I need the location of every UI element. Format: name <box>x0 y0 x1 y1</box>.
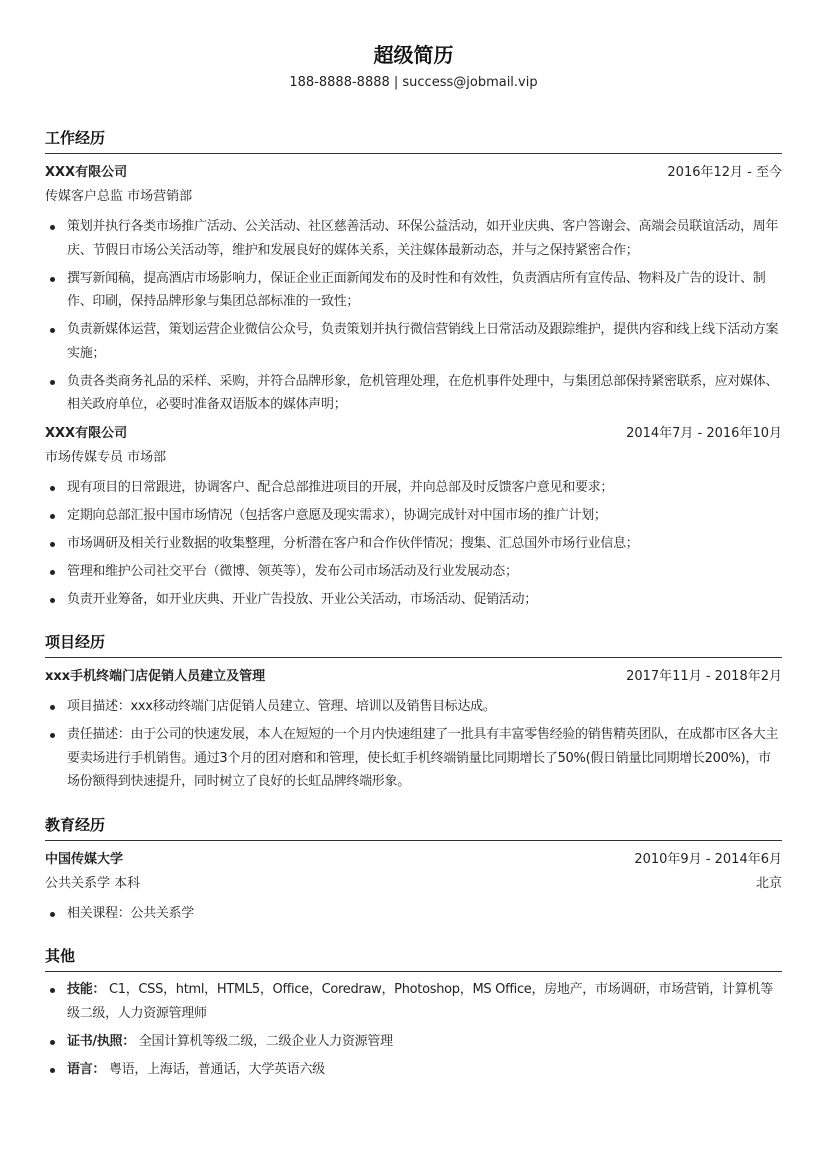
list-item <box>45 1058 782 1082</box>
list-item <box>45 978 782 1025</box>
entry-name: xxx手机终端门店促销人员建立及管理 <box>45 669 266 684</box>
entry-header <box>45 422 782 446</box>
entry-subtitle <box>45 446 782 470</box>
item-text: C1，CSS，html，HTML5，Office，Coredraw，Photoshop，MS Office，房地产，市场调研，市场营销，计算机等级二级，人力资源管理师 <box>67 982 773 1021</box>
list-item: 管理和维护公司社交平台（微博、领英等），发布公司市场活动及行业发展动态； <box>45 560 782 584</box>
bullet-list <box>45 902 782 926</box>
list-item: 负责开业筹备，如开业庆典、开业广告投放、开业公关活动，市场活动、促销活动； <box>45 588 782 612</box>
entry-date: 2010年9月 - 2014年6月 <box>634 851 782 867</box>
entry-date: 2017年11月 - 2018年2月 <box>626 669 782 684</box>
entry-location: 北京 <box>755 875 782 891</box>
list-item: 负责各类商务礼品的采样、采购，并符合品牌形象，危机管理处理，在危机事件处理中，与集团总部保持紧密联系，应对媒体、相关政府单位，必要时准备双语版本的媒体声明； <box>45 370 782 417</box>
list-item: 项目描述：xxx移动终端门店促销人员建立、管理、培训以及销售目标达成。 <box>45 695 782 719</box>
contact-info: 188-8888-8888 | success@jobmail.vip <box>289 75 538 90</box>
entry <box>45 848 782 926</box>
item-text: 全国计算机等级二级，二级企业人力资源管理 <box>134 1033 393 1049</box>
list-item: 撰写新闻稿，提高酒店市场影响力，保证企业正面新闻发布的及时性和有效性，负责酒店所有宣传品、物料及广告的设计、制作、印刷，保持品牌形象与集团总部标准的一致性； <box>45 267 782 314</box>
entry-name: XXX有限公司 <box>45 165 128 180</box>
list-item: 相关课程：公共关系学 <box>45 902 782 926</box>
entry-role: 传媒客户总监 市场营销部 <box>45 189 193 204</box>
entry-header <box>45 665 782 689</box>
list-item: 负责新媒体运营，策划运营企业微信公众号，负责策划并执行微信营销线上日常活动及跟踪维护，提供内容和线上线下活动方案实施； <box>45 318 782 365</box>
resume-page <box>45 0 782 1086</box>
section-title: 项目经历 <box>45 630 782 658</box>
entry-role: 市场传媒专员 市场部 <box>45 449 167 465</box>
item-label: 技能： <box>67 982 106 997</box>
list-item: 定期向总部汇报中国市场情况（包括客户意愿及现实需求），协调完成针对中国市场的推广计划； <box>45 504 782 528</box>
section-other <box>45 944 782 1081</box>
entry-date: 2016年12月 - 至今 <box>667 165 782 180</box>
list-item: 市场调研及相关行业数据的收集整理，分析潜在客户和合作伙伴情况；搜集、汇总国外市场行业信息； <box>45 532 782 556</box>
list-item: 策划并执行各类市场推广活动、公关活动、社区慈善活动、环保公益活动，如开业庆典、客户答谢会、高端会员联谊活动，周年庆、节假日市场公关活动等，维护和发展良好的媒体关系，关注媒体最新动态，并与之保持紧密合作； <box>45 215 782 262</box>
list-item <box>45 1030 782 1054</box>
section-education <box>45 813 782 926</box>
entry <box>45 422 782 612</box>
bullet-list <box>45 476 782 612</box>
bullet-list <box>45 215 782 417</box>
entry-date: 2014年7月 - 2016年10月 <box>626 425 782 441</box>
entry <box>45 161 782 417</box>
list-item: 责任描述：由于公司的快速发展，本人在短短的一个月内快速组建了一批具有丰富零售经验的销售精英团队，在成都市区各大主要卖场进行手机销售。通过3个月的团对磨和和管理，使长虹手机终端销量比同期增长了50%(假日销量比同期增长200%)，市场份额得到快速提升，同时树立了良好的长虹品牌终端形象。 <box>45 723 782 794</box>
list-item: 现有项目的日常跟进，协调客户、配合总部推进项目的开展，并向总部及时反馈客户意见和要求； <box>45 476 782 500</box>
other-list <box>45 978 782 1081</box>
item-label: 语言： <box>67 1061 106 1077</box>
item-text: 粤语，上海话，普通话，大学英语六级 <box>105 1061 325 1077</box>
item-label: 证书/执照： <box>67 1033 135 1049</box>
entry-header <box>45 848 782 872</box>
section-work <box>45 126 782 611</box>
entry-name: XXX有限公司 <box>45 425 128 441</box>
entry-subtitle <box>45 872 782 896</box>
entry-header <box>45 161 782 185</box>
resume-name: 超级简历 <box>373 43 454 67</box>
section-title: 其他 <box>45 944 782 972</box>
entry-role: 公共关系学 本科 <box>45 875 141 891</box>
section-project <box>45 630 782 794</box>
entry-subtitle <box>45 185 782 209</box>
section-title: 工作经历 <box>45 126 782 154</box>
bullet-list <box>45 695 782 794</box>
entry-name: 中国传媒大学 <box>45 851 124 867</box>
section-title: 教育经历 <box>45 813 782 841</box>
entry <box>45 665 782 794</box>
